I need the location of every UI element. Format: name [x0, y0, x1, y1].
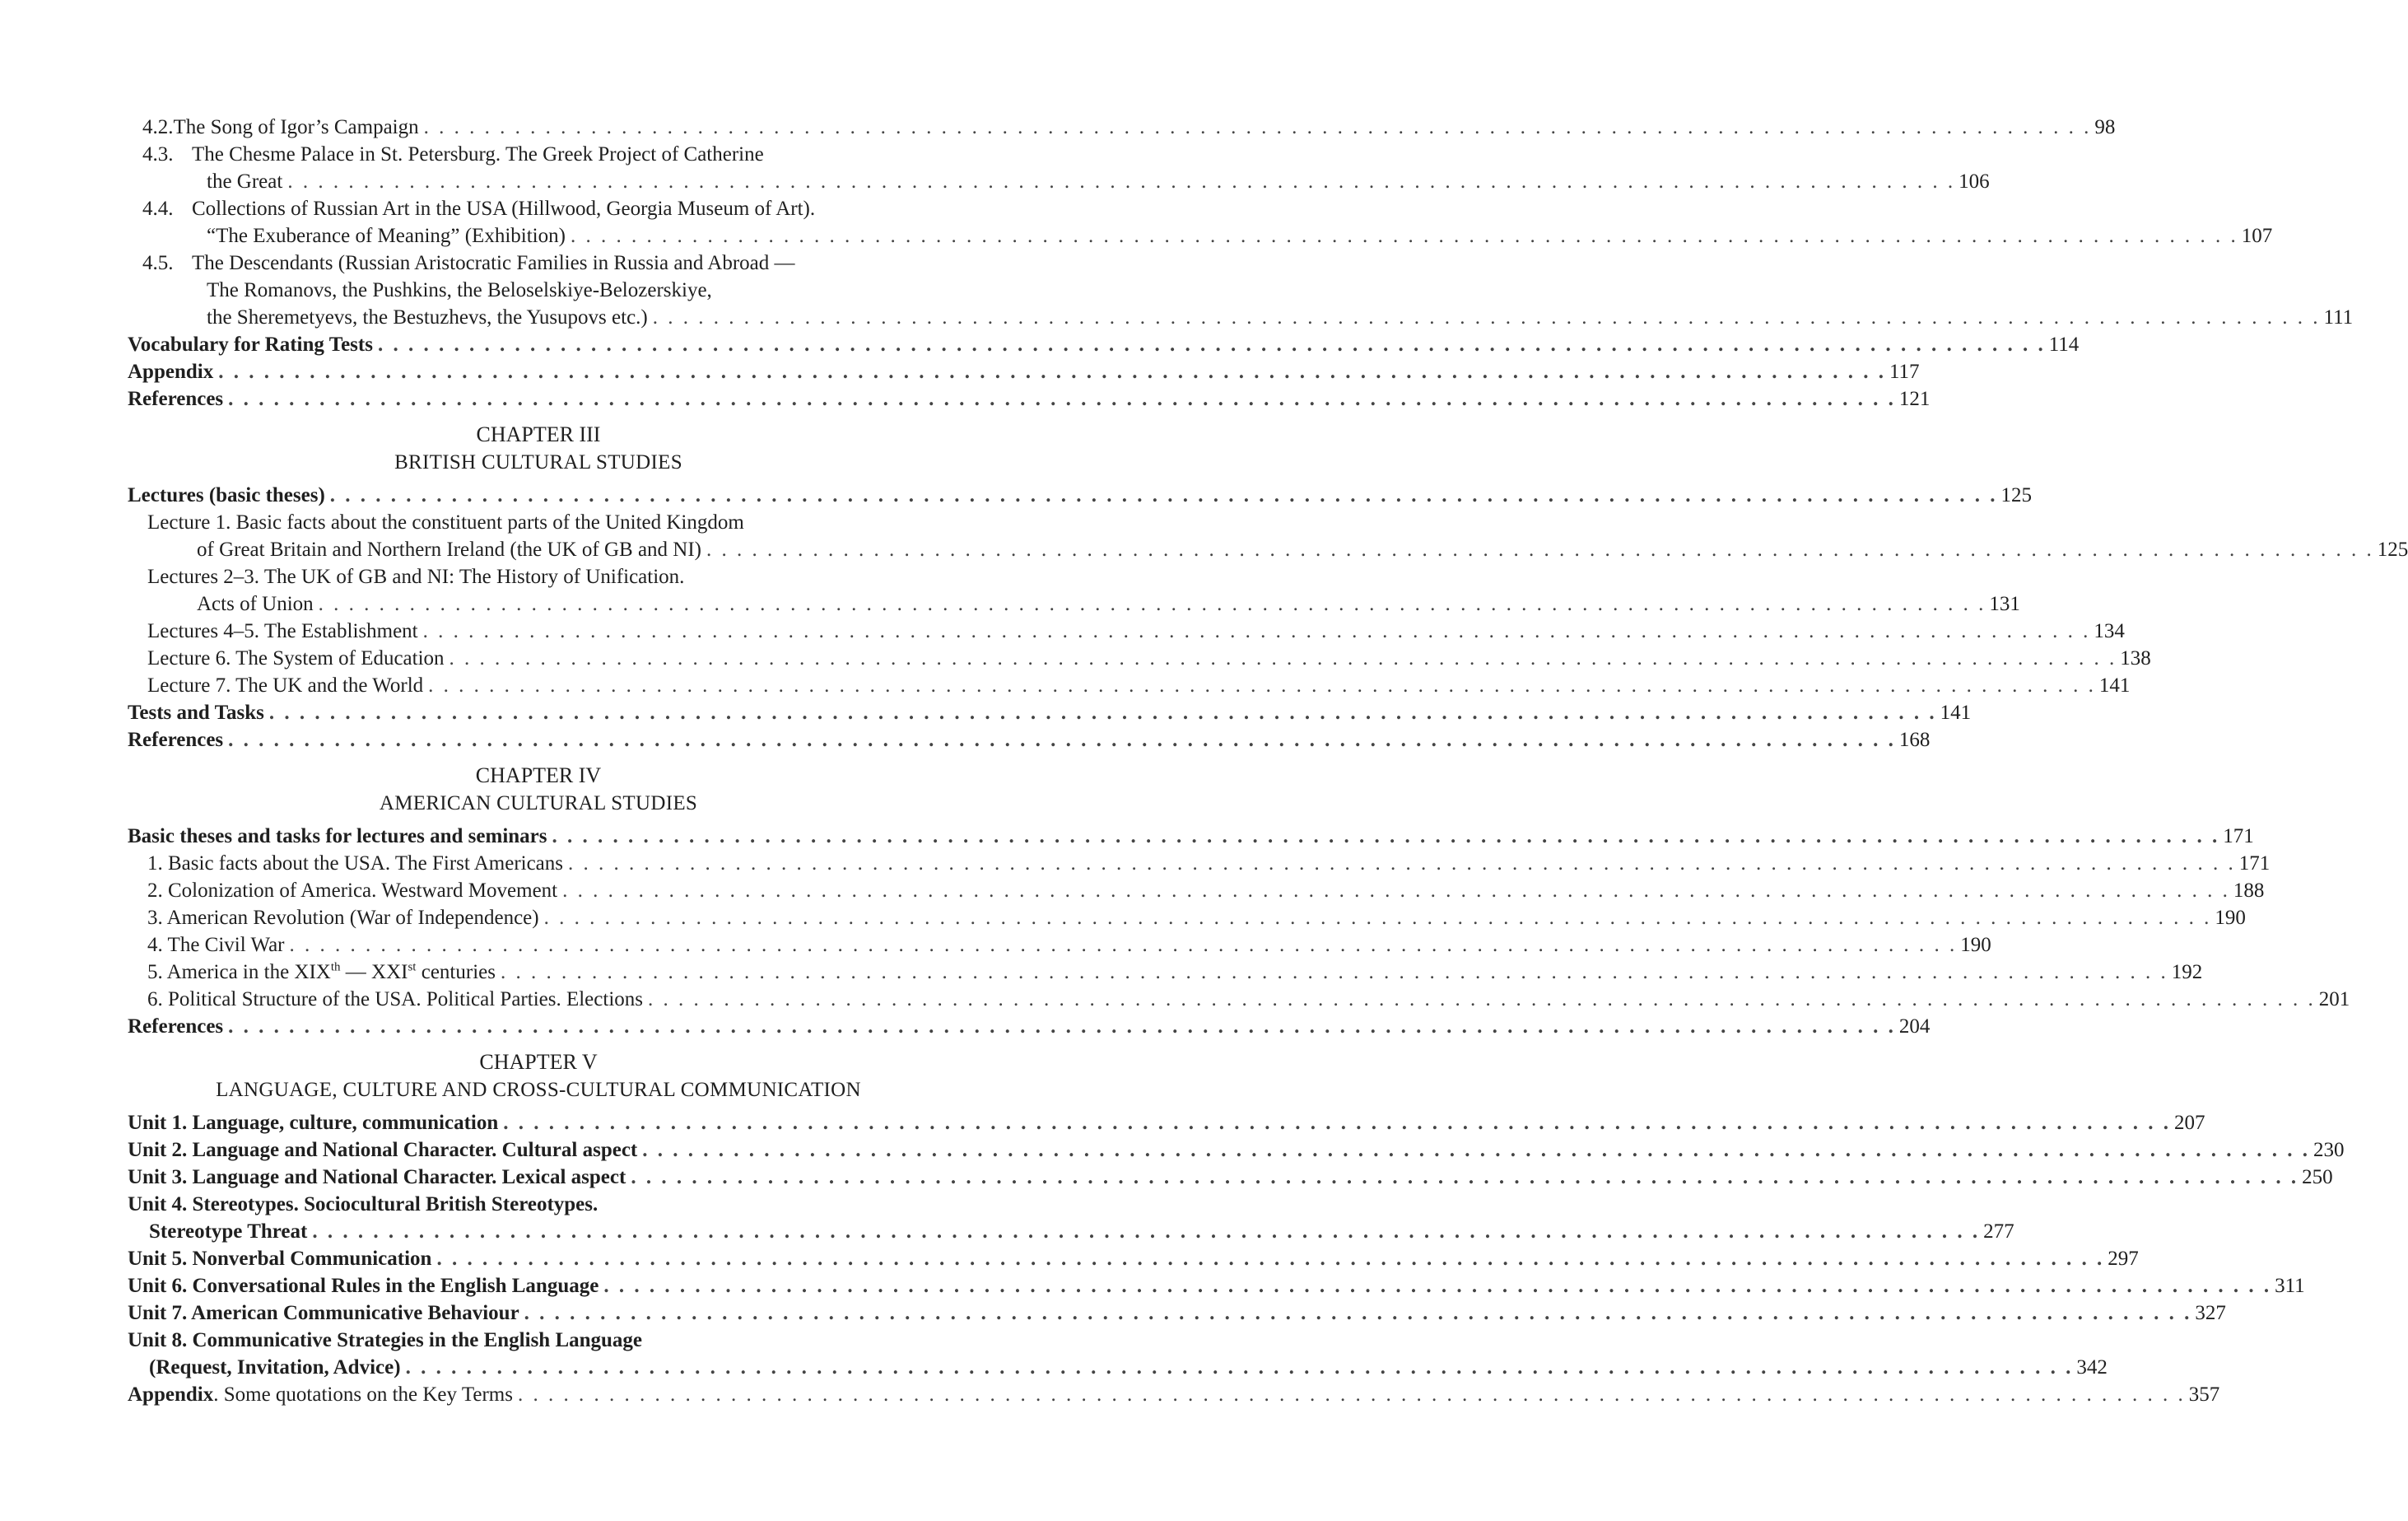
page-number: 297 [2108, 1248, 2139, 1270]
toc-entry-4-2 [128, 114, 2116, 141]
page-number: 188 [2233, 879, 2265, 902]
page-number: 190 [2215, 907, 2246, 929]
entry-title [147, 959, 496, 986]
leader-dots [642, 1136, 2310, 1164]
toc-lecture-4-5 [128, 618, 2125, 645]
entry-title: the Sheremetyevs, the Bestuzhevs, the Yusupovs etc.) [207, 306, 648, 329]
toc-lecture-6 [128, 645, 2151, 672]
entry-title: 3. American Revolution (War of Independence) [147, 907, 539, 929]
toc-basic-theses [128, 823, 2254, 850]
leader-dots [228, 385, 1896, 413]
leader-dots [449, 645, 2117, 672]
leader-dots [501, 959, 2168, 986]
entry-title-line: The Romanovs, the Pushkins, the Beloselskiye-Belozerskiye, [207, 279, 712, 301]
entry-title: 1. Basic facts about the USA. The First Americans [147, 852, 564, 875]
leader-dots [603, 1272, 2271, 1299]
entry-title: The Song of Igor’s Campaign [173, 116, 419, 138]
leader-dots [552, 823, 2220, 850]
toc-unit-8 [128, 1354, 2108, 1381]
lecture-2-3-first: Lectures 2–3. The UK of GB and NI: The History of Unification. [147, 566, 685, 588]
entry-title: Appendix [128, 361, 214, 383]
page-number: 107 [2241, 225, 2273, 247]
leader-dots [269, 699, 1937, 726]
toc-entry-4-5-first [128, 250, 964, 277]
entry-number: 4.2. [142, 116, 174, 138]
toc-unit-3 [128, 1164, 2333, 1191]
leader-dots [218, 358, 1886, 385]
toc-entry-4-3-first [128, 141, 964, 168]
entry-title: Lectures (basic theses) [128, 484, 325, 506]
leader-dots [312, 1218, 1980, 1245]
toc-unit-6 [128, 1272, 2305, 1299]
page-number: 125 [2000, 484, 2033, 506]
page-number: 106 [1959, 170, 1990, 193]
page-number: 192 [2171, 961, 2203, 983]
page-number: 141 [2098, 674, 2131, 697]
toc-ch3-references [128, 726, 1931, 754]
entry-title-line: Collections of Russian Art in the USA (Hillwood, Georgia Museum of Art). [192, 198, 816, 220]
leader-dots [503, 1109, 2171, 1136]
toc-unit-7 [128, 1299, 2226, 1327]
entry-title: 2. Colonization of America. Westward Movement [147, 879, 558, 902]
toc-vocabulary [128, 331, 2080, 358]
page-number: 138 [2120, 647, 2151, 670]
chapter-5-title: LANGUAGE, CULTURE AND CROSS-CULTURAL COMMUNICATION [216, 1079, 861, 1101]
entry-title-part: centuries [416, 961, 496, 983]
leader-dots [631, 1164, 2299, 1191]
entry-title: Unit 1. Language, culture, communication [128, 1112, 499, 1134]
page-number: 117 [1889, 361, 1920, 383]
page-number: 111 [2323, 306, 2354, 329]
entry-title-part: — XXI [340, 961, 408, 983]
lecture-1-first: Lecture 1. Basic facts about the constituent parts of the United Kingdom [147, 511, 744, 534]
leader-dots [518, 1381, 2186, 1408]
entry-number: 4.5. [142, 252, 174, 274]
page-number: 141 [1940, 702, 1972, 724]
leader-dots [228, 1013, 1896, 1040]
unit-8-first: Unit 8. Communicative Strategies in the English Language [128, 1329, 643, 1351]
toc-unit-2 [128, 1136, 2345, 1164]
leader-dots [706, 536, 2374, 563]
entry-number: 4.3. [142, 143, 174, 166]
chapter-5-heading: CHAPTER V [479, 1050, 598, 1074]
leader-dots [653, 304, 2321, 331]
toc-references [128, 385, 1931, 413]
page-number: 131 [1989, 593, 2020, 615]
entry-title: Tests and Tasks [128, 702, 264, 724]
leader-dots [378, 331, 2046, 358]
toc-usa-3 [128, 904, 2246, 931]
page-number: 204 [1898, 1015, 1931, 1038]
entry-title: References [128, 729, 224, 751]
toc-unit-5 [128, 1245, 2139, 1272]
entry-number: 4.4. [142, 198, 174, 220]
entry-title: Unit 7. American Communicative Behaviour [128, 1302, 519, 1324]
toc-tests-and-tasks [128, 699, 1972, 726]
toc-lectures-heading [128, 482, 2033, 509]
entry-title: References [128, 388, 224, 410]
toc-lecture-2-3 [128, 590, 2020, 618]
leader-dots [571, 222, 2238, 250]
toc-appendix [128, 358, 1920, 385]
leader-dots [424, 114, 2092, 141]
superscript: th [330, 960, 341, 974]
chapter-3-heading: CHAPTER III [476, 422, 601, 446]
toc-usa-6 [128, 986, 2350, 1013]
page-number: 327 [2195, 1302, 2226, 1324]
entry-title: “The Exuberance of Meaning” (Exhibition) [207, 225, 566, 247]
toc-usa-5 [128, 959, 2203, 986]
leader-dots [648, 986, 2316, 1013]
entry-title: the Great [207, 170, 283, 193]
appendix-label: Appendix [128, 1383, 214, 1406]
page-number: 171 [2223, 825, 2254, 847]
page-number: 121 [1898, 388, 1931, 410]
entry-title: Unit 5. Nonverbal Communication [128, 1248, 432, 1270]
leader-dots [423, 618, 2091, 645]
entry-title: (Request, Invitation, Advice) [149, 1356, 401, 1379]
toc-entry-4-4-first [128, 195, 964, 222]
page-number: 171 [2238, 852, 2271, 875]
section4-list [128, 114, 2354, 331]
page-number: 125 [2377, 539, 2408, 561]
leader-dots [228, 726, 1896, 754]
entry-title: Unit 6. Conversational Rules in the English Language [128, 1275, 599, 1297]
entry-title: References [128, 1015, 224, 1038]
entry-title: Vocabulary for Rating Tests [128, 334, 373, 356]
leader-dots [562, 877, 2230, 904]
leader-dots [524, 1299, 2192, 1327]
page-number: 311 [2275, 1275, 2305, 1297]
leader-dots [406, 1354, 2074, 1381]
entry-title [128, 1381, 513, 1408]
toc-lecture-7 [128, 672, 2131, 699]
toc-entry-4-3 [128, 168, 1990, 195]
entry-title: Basic theses and tasks for lectures and seminars [128, 825, 547, 847]
chapter-3-title: BRITISH CULTURAL STUDIES [394, 451, 682, 474]
leader-dots [436, 1245, 2104, 1272]
leader-dots [428, 672, 2096, 699]
page-number: 207 [2174, 1112, 2205, 1134]
chapter-4-title: AMERICAN CULTURAL STUDIES [379, 792, 698, 814]
page-number: 98 [2094, 116, 2116, 138]
entry-title: Lecture 7. The UK and the World [147, 674, 424, 697]
page-number: 134 [2094, 620, 2125, 642]
entry-title: Acts of Union [197, 593, 314, 615]
leader-dots [287, 168, 1955, 195]
entry-title: 4. The Civil War [147, 934, 285, 956]
leader-dots [568, 850, 2236, 877]
toc-ch4-references [128, 1013, 1931, 1040]
entry-title: of Great Britain and Northern Ireland (the UK of GB and NI) [197, 539, 701, 561]
page-number: 114 [2048, 334, 2080, 356]
page-number: 190 [1960, 934, 1991, 956]
toc-entry-4-4 [128, 222, 2273, 250]
entry-title: 6. Political Structure of the USA. Political Parties. Elections [147, 988, 643, 1010]
leader-dots [544, 904, 2212, 931]
toc-entry-4-5-second [128, 277, 1028, 304]
toc-usa-4 [128, 931, 1991, 959]
toc-entry-4-5 [128, 304, 2354, 331]
entry-title: Lecture 6. The System of Education [147, 647, 445, 670]
toc-unit-4 [128, 1218, 2014, 1245]
entry-title: Unit 2. Language and National Character. Cultural aspect [128, 1139, 638, 1161]
appendix-rest: . Some quotations on the Key Terms [213, 1383, 513, 1406]
toc-usa-1 [128, 850, 2271, 877]
entry-title-line: The Descendants (Russian Aristocratic Families in Russia and Abroad — [192, 252, 795, 274]
toc-usa-2 [128, 877, 2265, 904]
leader-dots [330, 482, 1998, 509]
toc-lecture-1 [128, 536, 2408, 563]
unit-4-first: Unit 4. Stereotypes. Sociocultural British Stereotypes. [128, 1193, 599, 1215]
entry-title-part: 5. America in the XIX [147, 961, 331, 983]
page-number: 201 [2318, 988, 2350, 1010]
entry-title: Stereotype Threat [149, 1220, 308, 1243]
toc-unit-1 [128, 1109, 2205, 1136]
entry-title-line: The Chesme Palace in St. Petersburg. The Greek Project of Catherine [192, 143, 764, 166]
chapter-4-heading: CHAPTER IV [475, 763, 602, 787]
superscript: st [408, 960, 417, 974]
page-number: 277 [1983, 1220, 2014, 1243]
leader-dots [290, 931, 1958, 959]
page-number: 342 [2076, 1356, 2108, 1379]
page-number: 357 [2188, 1383, 2220, 1406]
page-number: 230 [2313, 1139, 2345, 1161]
page-number: 168 [1898, 729, 1931, 751]
page-number: 250 [2302, 1166, 2333, 1188]
entry-title: Unit 3. Language and National Character. Lexical aspect [128, 1166, 626, 1188]
entry-title: Lectures 4–5. The Establishment [147, 620, 418, 642]
toc-ch5-appendix [128, 1381, 2220, 1408]
leader-dots [319, 590, 1986, 618]
